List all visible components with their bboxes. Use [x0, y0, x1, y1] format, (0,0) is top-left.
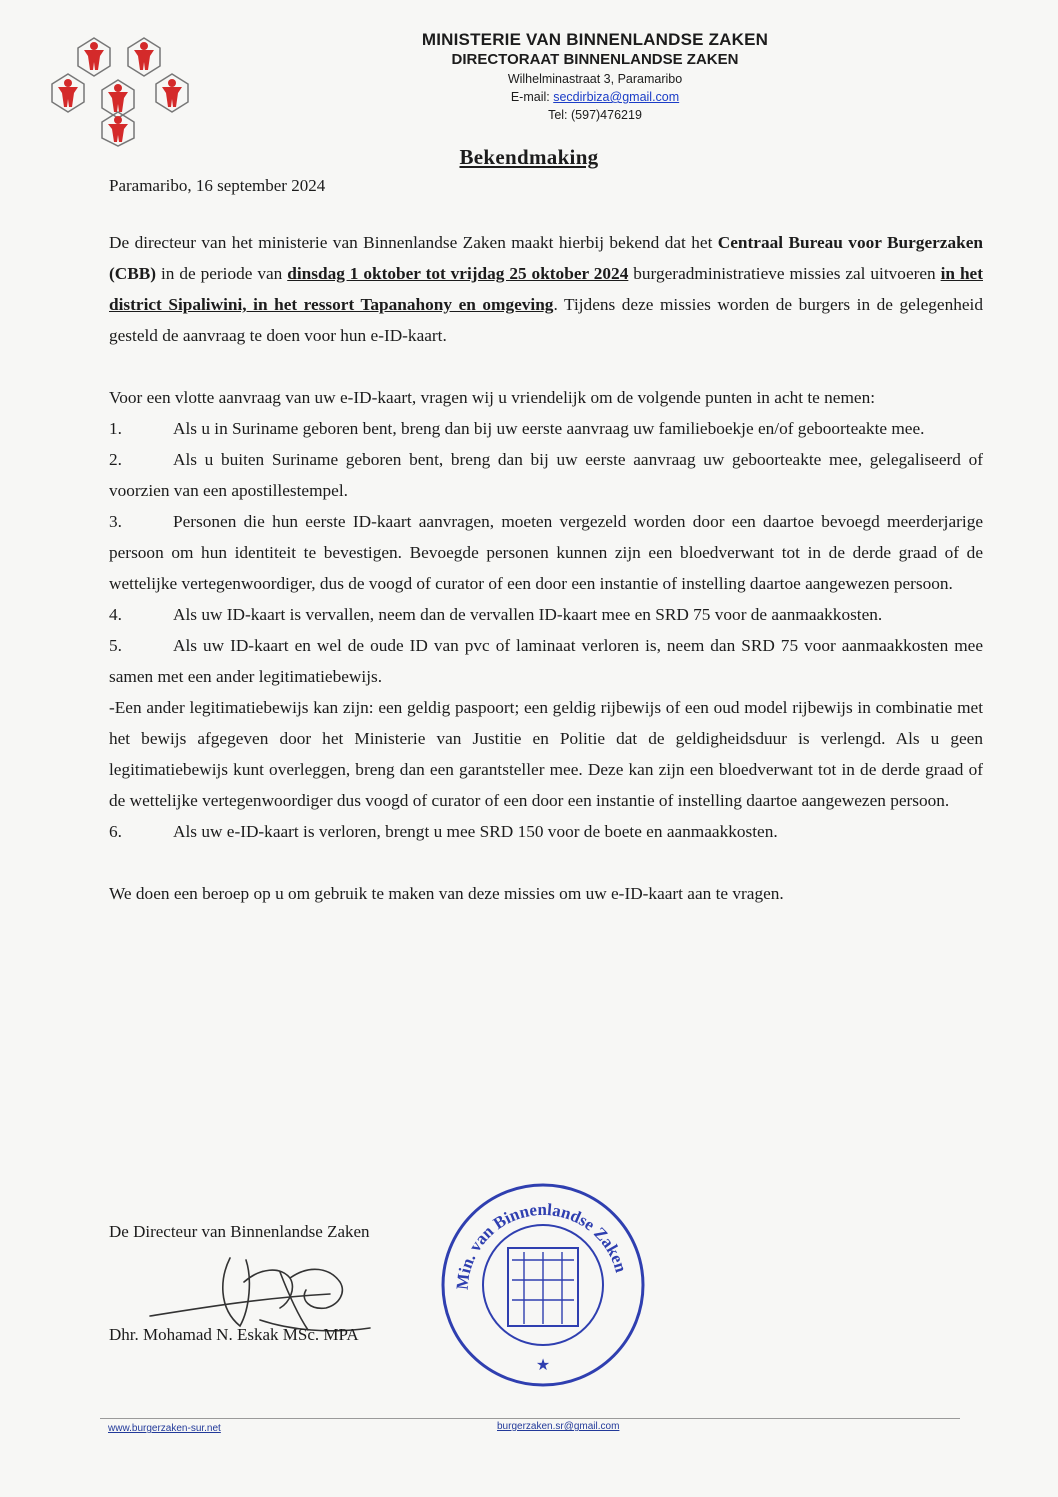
signoff-title: De Directeur van Binnenlandse Zaken [109, 1222, 370, 1241]
list-item-text: Als uw e-ID-kaart is verloren, brengt u mee SRD 150 voor de boete en aanmaakkosten. [173, 822, 778, 841]
letterhead [300, 30, 890, 124]
address: Wilhelminastraat 3, Paramaribo [507, 72, 683, 86]
list-item-text: Als uw ID-kaart is vervallen, neem dan de vervallen ID-kaart mee en SRD 75 voor de aanmaakkosten. [173, 605, 883, 624]
svg-text:Min. van Binnenlandse Zaken [453, 1200, 631, 1291]
letter-body [109, 227, 983, 909]
ministry-logo [40, 28, 200, 148]
identification-note: -Een ander legitimatiebewijs kan zijn: een geldig paspoort; een geldig rijbewijs of een oud model rijbewijs in combinatie met het bewijs afgegeven door het Ministerie van Justitie en Politie dat de geldigheidsduur is verlengd. Als u geen legitimatiebewijs kunt overleggen, breng dan een garantsteller mee. Deze kan zijn een bloedverwant tot in de derde graad of de wettelijke vertegenwoordiger dus voogd of curator of een door een instantie of instelling daartoe aangewezen persoon. [109, 698, 983, 810]
list-item [109, 506, 983, 599]
list-item [109, 599, 983, 630]
footer-divider [100, 1418, 960, 1419]
list-item-number: 5. [109, 636, 122, 655]
list-item [109, 816, 983, 847]
list-item-number: 6. [109, 822, 122, 841]
list-item-number: 1. [109, 419, 122, 438]
list-item [109, 413, 983, 444]
ministry-name: MINISTERIE VAN BINNENLANDSE ZAKEN [421, 30, 769, 49]
mission-period: dinsdag 1 oktober tot vrijdag 25 oktober 2024 [287, 264, 629, 283]
official-stamp [438, 1180, 648, 1390]
intro-paragraph [109, 227, 983, 351]
list-item-number: 2. [109, 450, 122, 469]
email-line [300, 88, 890, 106]
request-paragraph: Voor een vlotte aanvraag van uw e-ID-kaart, vragen wij u vriendelijk om de volgende punten in acht te nemen: [109, 388, 876, 407]
dateline: Paramaribo, 16 september 2024 [109, 176, 326, 195]
list-item [109, 630, 983, 692]
list-item-text: Personen die hun eerste ID-kaart aanvragen, moeten vergezeld worden door een daartoe bevoegd meerderjarige persoon om hun identiteit te bevestigen. Bevoegde personen kunnen zijn een bloedverwant tot in de derde graad of de wettelijke vertegenwoordiger, dus de voogd of curator of een door een instantie of instelling daartoe aangewezen persoon. [109, 512, 983, 593]
list-item-text: Als u in Suriname geboren bent, breng dan bij uw eerste aanvraag uw familieboekje en/of geboorteakte mee. [173, 419, 925, 438]
list-item-number: 3. [109, 512, 122, 531]
email-label: E-mail: [510, 90, 550, 104]
intro-part4: . Tijdens deze missies worden de burgers in de gelegenheid gesteld de aanvraag te doen voor hun e-ID-kaart. [109, 295, 983, 345]
intro-part3: burgeradministratieve missies zal uitvoeren [628, 264, 941, 283]
list-item-text: Als u buiten Suriname geboren bent, breng dan bij uw eerste aanvraag uw geboorteakte mee, gelegaliseerd of voorzien van een apostillestempel. [109, 450, 983, 500]
intro-part2: in de periode van [156, 264, 288, 283]
footer-email-link[interactable]: burgerzaken.sr@gmail.com [497, 1421, 620, 1432]
directorate-name: DIRECTORAAT BINNENLANDSE ZAKEN [451, 51, 739, 68]
list-item-text: Als uw ID-kaart en wel de oude ID van pvc of laminaat verloren is, neem dan SRD 75 voor aanmaakkosten mee samen met een ander legitimatiebewijs. [109, 636, 983, 686]
svg-text:★: ★ [535, 1355, 551, 1374]
email-link[interactable]: secdirbiza@gmail.com [553, 90, 680, 104]
signatory-name: Dhr. Mohamad N. Eskak MSc. MPA [109, 1325, 359, 1344]
cbb-name: Centraal Bureau voor Burgerzaken (CBB) [109, 233, 983, 283]
phone: Tel: (597)476219 [548, 108, 642, 122]
list-item [109, 444, 983, 506]
page-title: Bekendmaking [459, 145, 599, 169]
list-item-number: 4. [109, 605, 122, 624]
mission-location: in het district Sipaliwini, in het ressort Tapanahony en omgeving [109, 264, 983, 314]
closing-paragraph: We doen een beroep op u om gebruik te maken van deze missies om uw e-ID-kaart aan te vragen. [109, 884, 784, 903]
intro-part1: De directeur van het ministerie van Binnenlandse Zaken maakt hierbij bekend dat het [109, 233, 718, 252]
footer-website-link[interactable]: www.burgerzaken-sur.net [108, 1423, 221, 1434]
stamp-text: Min. van Binnenlandse Zaken [452, 1199, 631, 1291]
